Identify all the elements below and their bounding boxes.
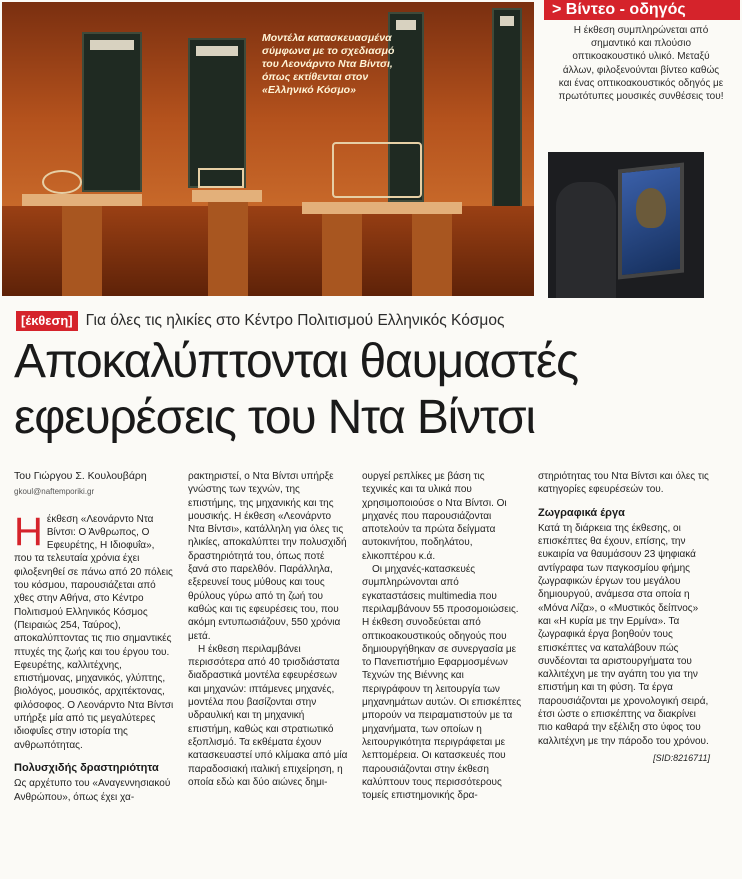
headline: Αποκαλύπτονται θαυμαστές εφευρέσεις του Ντα Βίντσι xyxy=(14,335,578,444)
subheading: Ζωγραφικά έργα xyxy=(538,506,625,519)
sidebar-title: > Βίντεο - οδηγός xyxy=(544,0,740,20)
paragraph: στηριότητας του Ντα Βίντσι και όλες τις κατηγορίες εφευρέσεών του. xyxy=(538,471,709,496)
paragraph: Η έκθεση περιλαμβάνει περισσότερα από 40 τρισδιάστατα διαδραστικά μοντέλα εφευρέσεων και μηχανών: ιπτάμενες μηχανές, μοντέλα που βασίζονται στην υδραυλική και τη μηχανική επιστήμη, καθώς και στρατιωτικό εξοπλισμό. Τα εκθέματα έχουν κατασκευαστεί υπό κλίμακα από μία παραδοσιακή ιταλική επιχείρηση, η οποία εδώ και δύο αιώνες δημι- xyxy=(188,643,348,788)
subheading: Πολυσχιδής δραστηριότητα xyxy=(14,761,159,774)
paragraph: Ως αρχέτυπο του «Αναγεννησιακού Ανθρώπου», όπως έχει χα- xyxy=(14,778,171,803)
paragraph: Οι μηχανές-κατασκευές συμπληρώνονται από εγκαταστάσεις multimedia που περιλαμβάνουν 55 προσομοιώσεις. Η έκθεση συνοδεύεται από οπτικοακουστικούς οδηγούς που δημιουργήθηκαν σε συνεργασία με το Πανεπιστήμιο Εφαρμοσμένων Τεχνών της Βιέννης και περιγράφουν τη λειτουργία των μηχανημάτων αυτών. Οι επισκέπτες μπορούν να πειραματιστούν με τα μηχανήματα, των οποίων η λειτουργικότητα περιγράφεται με λεπτομέρεια. Οι κατασκευές που παρουσιάζονται στην έκθεση καλύπτουν τους περισσότερους τομείς επιστημονικής δρα- xyxy=(362,564,522,802)
sid-code: [SID:8216711] xyxy=(653,752,710,763)
paragraph: Η έκθεση «Λεονάρντο Ντα Βίντσι: Ο Άνθρωπος, Ο Εφευρέτης, Η Ιδιοφυΐα», που τα τελευταία χρόνια έχει φιλοξενηθεί σε πάνω από 20 πόλεις του κόσμου, παρουσιάζεται από χθες στην Αθήνα, στο Κέντρο Πολιτισμού Ελληνικός Κόσμος (Πειραιώς 254, Ταύρος), αποκαλύπτοντας τις πιο σημαντικές πτυχές της ζωής και του έργου του. Εφευρέτης, καλλιτέχνης, επιστήμονας, μηχανικός, γλύπτης, βιολόγος, μουσικός, αρχιτέκτονας, φιλόσοφος. Ο Λεονάρντο Ντα Βίντσι υπήρξε μία από τις μεγαλύτερες ιδιοφυΐες στην ιστορία της ανθρωπότητας. xyxy=(14,509,174,751)
article-column-3 xyxy=(362,470,522,802)
paragraph: ουργεί ρεπλίκες με βάση τις τεχνικές και τα υλικά που χρησιμοποιούσε ο Ντα Βίντσι. Οι μηχανές που παρουσιάζονται αποτελούν τα πρώτα δείγματα αυτοκινήτου, ποδηλάτου, ελικοπτέρου κ.ά. xyxy=(362,471,507,562)
exhibition-photo xyxy=(2,2,534,296)
photo-caption: Μοντέλα κατασκευασμένα σύμφωνα με το σχεδιασμό του Λεονάρντο Ντα Βίντσι, όπως εκτίθενται στον «Ελληνικό Κόσμο» xyxy=(262,32,395,96)
article-column-2 xyxy=(188,470,348,789)
section-tag: [έκθεση] xyxy=(16,311,78,331)
author-email: gkoul@naftemporiki.gr xyxy=(14,487,95,497)
kicker-text: Για όλες τις ηλικίες στο Κέντρο Πολιτισμού Ελληνικός Κόσμος xyxy=(85,312,505,329)
paragraph: Κατά τη διάρκεια της έκθεσης, οι επισκέπτες θα έχουν, επίσης, την ευκαιρία να θαυμάσουν 23 ψηφιακά αντίγραφα των παγκοσμίου φήμης ζωγραφικών έργων του μεγάλου δημιουργού, ανάμεσα στα οποία η «Μόνα Λίζα», ο «Μυστικός δείπνος» και «Η κυρία με την Ερμίνα». Τα ζωγραφικά έργα βοηθούν τους επισκέπτες να καταλάβουν πώς συνδέονται τα αριστουργήματα του καλλιτέχνη με την αγάπη του για την επιστήμη και τη φύση. Τα έργα παρουσιάζονται με χρονολογική σειρά, έτσι ώστε ο επισκέπτης να διακρίνει πιο καθαρά την εξέλιξη στο ύφος του καλλιτέχνη με την πάροδο του χρόνου. xyxy=(538,522,709,747)
paragraph: ρακτηριστεί, ο Ντα Βίντσι υπήρξε γνώστης των τεχνών, της επιστήμης, της μηχανικής και της μουσικής. Η έκθεση «Λεονάρντο Ντα Βίντσι», κατάλληλη για όλες τις ηλικίες, αποκαλύπτει την πολυσχιδή δραστηριότητά του, όπως ποτέ ξανά στο παρελθόν. Παράλληλα, εξερευνεί τους μύθους και τους θρύλους γύρω από τη ζωή του καθώς και τις εφευρέσεις του, που ακόμη εντυπωσιάζουν, 550 χρόνια μετά. xyxy=(188,471,347,642)
article-column-4 xyxy=(538,470,710,765)
article-column-1 xyxy=(14,470,174,804)
sidebar-text: Η έκθεση συμπληρώνεται από σημαντικό και πλούσιο οπτικοακουστικό υλικό. Μεταξύ άλλων, φιλοξενούνται βίντεο καθώς και ένας οπτικοακουστικός οδηγός με πρωτότυπες μουσικές συνθέσεις του! xyxy=(558,25,724,103)
byline: Του Γιώργου Σ. Κουλουβάρη xyxy=(14,470,147,482)
video-guide-photo xyxy=(548,152,704,298)
kicker xyxy=(16,310,504,332)
drop-cap: Η xyxy=(14,509,43,554)
